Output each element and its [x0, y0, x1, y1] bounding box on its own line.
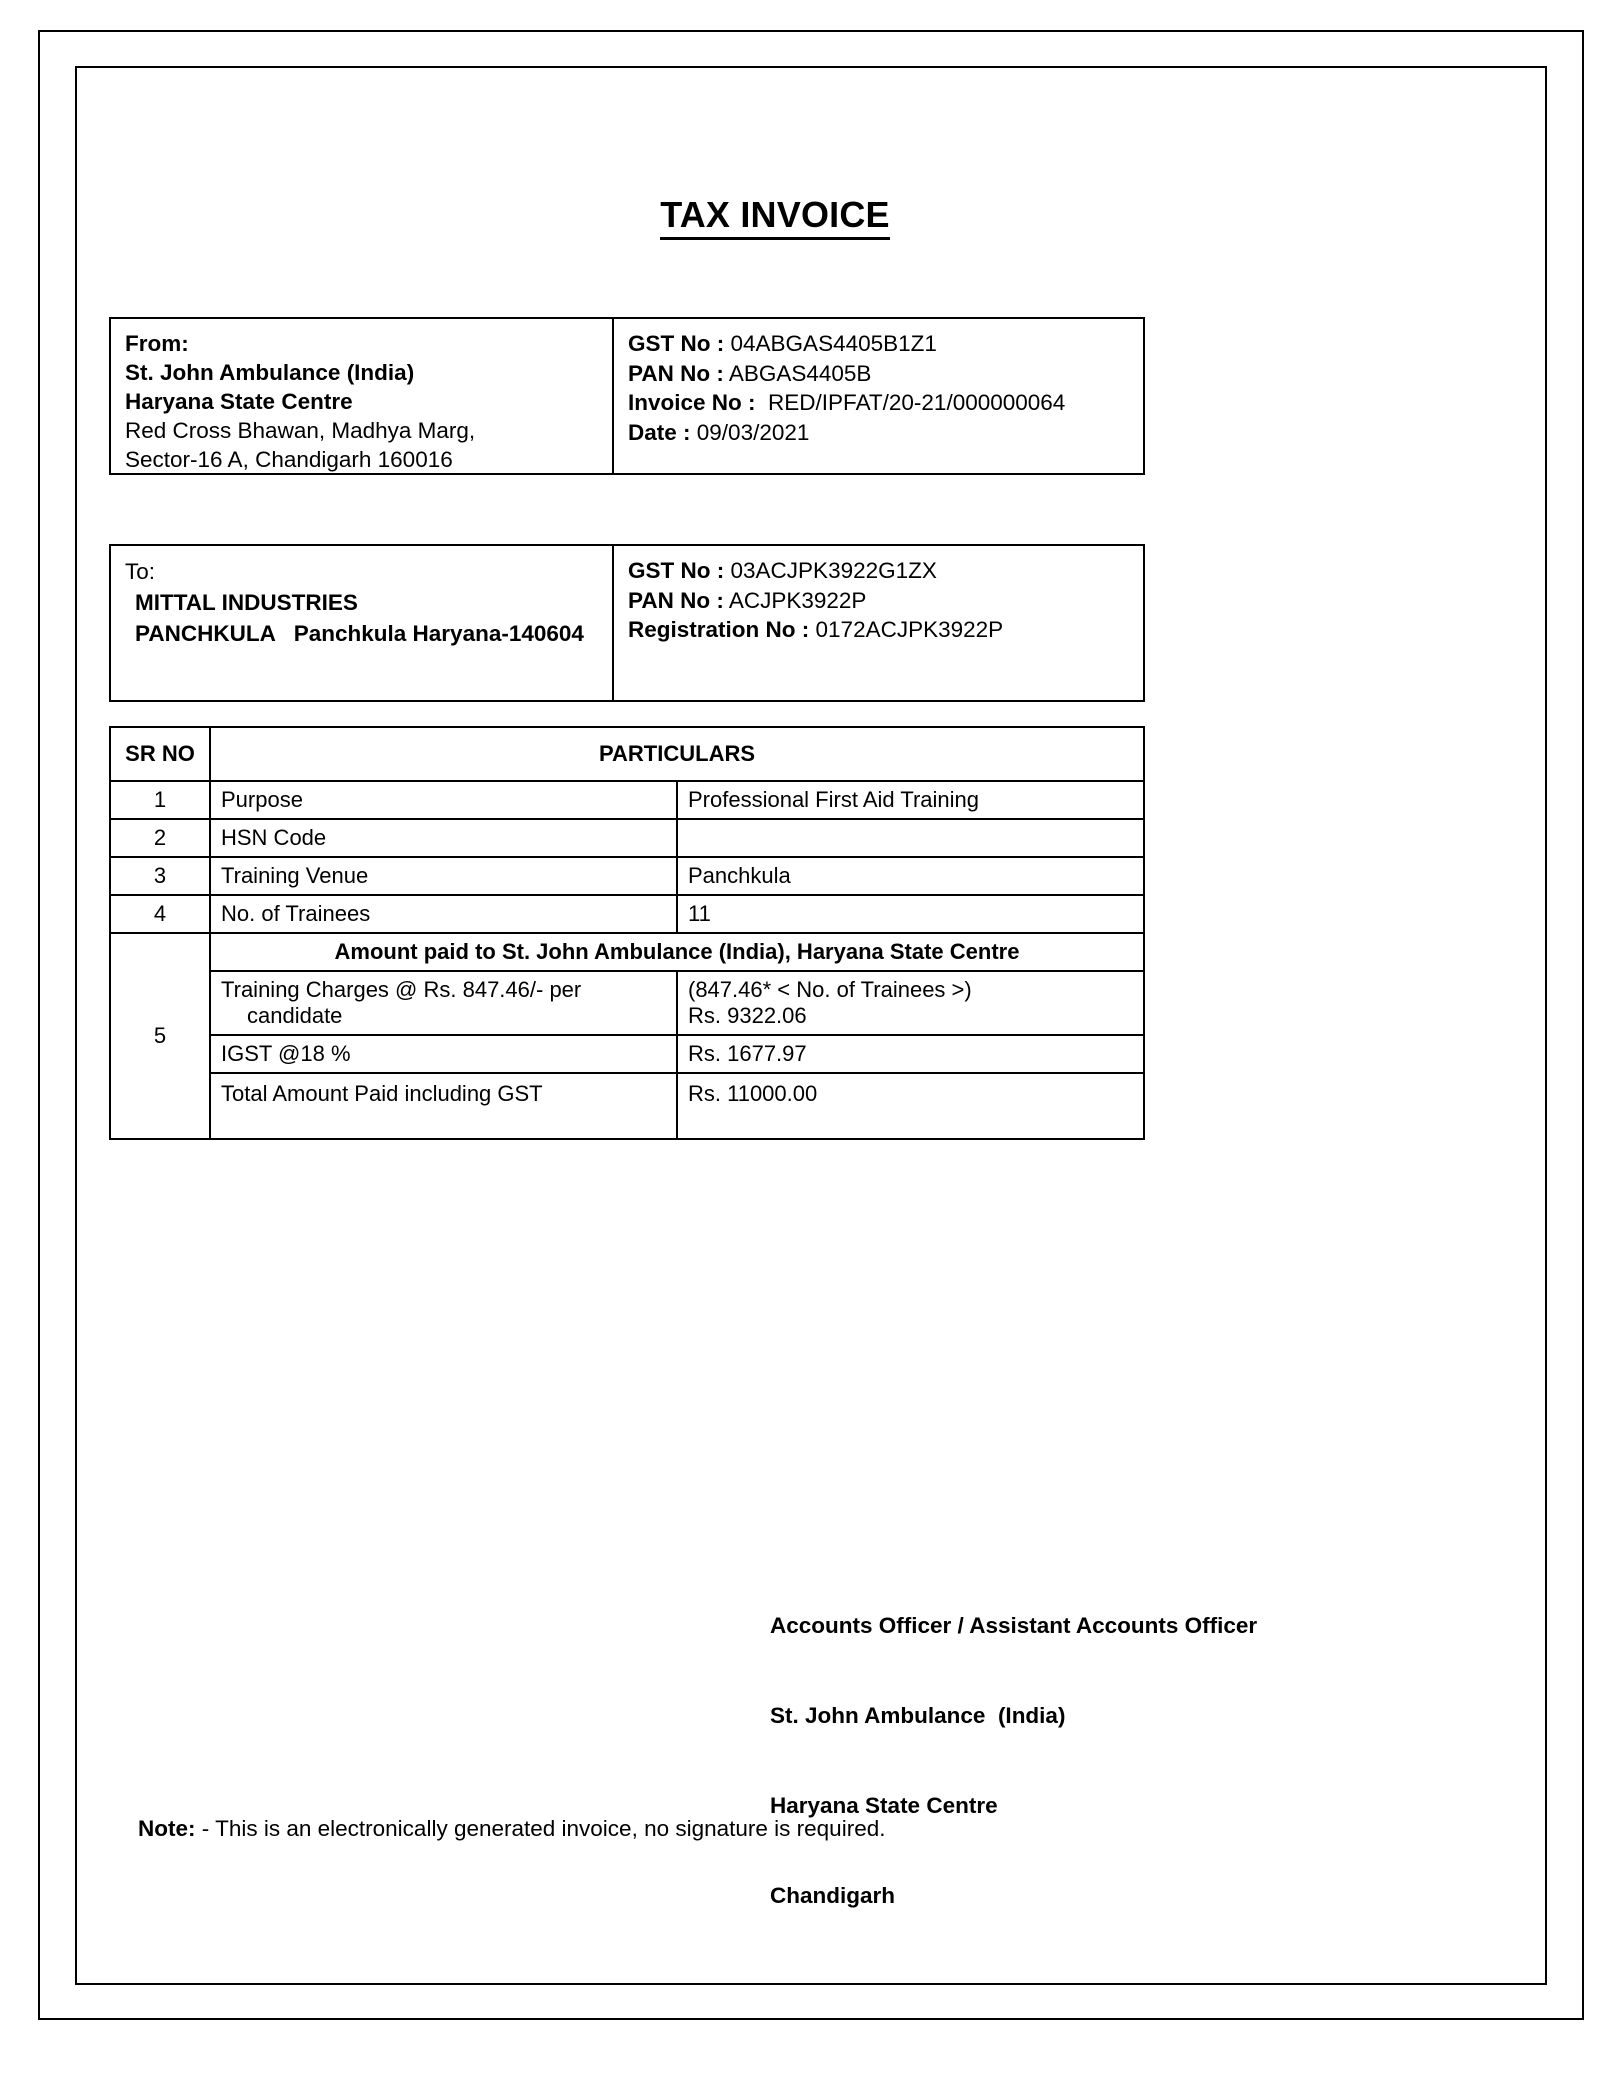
column-header-particulars: PARTICULARS [210, 727, 1144, 781]
from-address-left [111, 319, 614, 473]
row-sr-no: 4 [110, 895, 210, 933]
footer-note-label: Note: [138, 1816, 196, 1841]
to-label: To: [125, 559, 156, 584]
footer-note [113, 1790, 885, 1868]
table-row [110, 895, 1144, 933]
igst-row [110, 1035, 1144, 1073]
from-pan-row [628, 359, 1143, 389]
from-org-name: St. John Ambulance (India) [125, 360, 415, 385]
row-sr-no: 2 [110, 819, 210, 857]
row-value: Professional First Aid Training [677, 781, 1144, 819]
from-pan-value: ABGAS4405B [728, 360, 872, 386]
to-registration-value: 0172ACJPK3922P [815, 617, 1004, 642]
to-company-name: MITTAL INDUSTRIES [135, 590, 358, 615]
column-header-sr-no: SR NO [110, 727, 210, 781]
to-pan-value: ACJPK3922P [728, 587, 867, 613]
invoice-no-label: Invoice No : [628, 390, 762, 415]
to-gst-value: 03ACJPK3922G1ZX [730, 558, 937, 583]
page-title [75, 194, 1475, 236]
footer-note-text: - This is an electronically generated invoice, no signature is required. [195, 1816, 886, 1841]
row-sr-no: 1 [110, 781, 210, 819]
invoice-no-row [628, 388, 1143, 418]
row-value: Panchkula [677, 857, 1144, 895]
to-address-box [109, 544, 1145, 702]
from-address-box [109, 317, 1145, 475]
row-description: HSN Code [210, 819, 677, 857]
from-label: From: [125, 331, 189, 356]
total-amount-value: Rs. 11000.00 [677, 1073, 1144, 1139]
table-row [110, 857, 1144, 895]
row-description: Purpose [210, 781, 677, 819]
total-amount-description: Total Amount Paid including GST [210, 1073, 677, 1139]
amount-section-title-row [110, 933, 1144, 971]
invoice-no-value: RED/IPFAT/20-21/000000064 [768, 390, 1066, 415]
igst-amount: Rs. 1677.97 [677, 1035, 1144, 1073]
to-gst-row [628, 556, 1143, 586]
particulars-table [109, 726, 1145, 1140]
to-gst-label: GST No : [628, 558, 725, 583]
row-description: Training Venue [210, 857, 677, 895]
signatory-organisation: St. John Ambulance (India) [770, 1703, 1066, 1728]
row-sr-no: 3 [110, 857, 210, 895]
training-charges-description [210, 971, 677, 1035]
igst-description: IGST @18 % [210, 1035, 677, 1073]
signatory-city: Chandigarh [770, 1883, 896, 1908]
to-company-address: PANCHKULA Panchkula Haryana-140604 [135, 621, 584, 646]
table-row [110, 819, 1144, 857]
to-registration-row [628, 615, 1143, 645]
signature-block [770, 1551, 1257, 1971]
to-registration-label: Registration No : [628, 617, 810, 642]
to-pan-row [628, 586, 1143, 616]
training-charges-amount: Rs. 9322.06 [688, 1003, 807, 1028]
invoice-date-label: Date : [628, 419, 691, 445]
row-description: No. of Trainees [210, 895, 677, 933]
from-address-line-2: Sector-16 A, Chandigarh 160016 [125, 447, 453, 472]
from-address-line-1: Red Cross Bhawan, Madhya Marg, [125, 418, 476, 443]
invoice-content [75, 66, 1547, 1985]
from-gst-label: GST No : [628, 331, 725, 356]
to-details-right [614, 546, 1143, 700]
training-charges-row [110, 971, 1144, 1035]
table-header-row [110, 727, 1144, 781]
total-amount-row [110, 1073, 1144, 1139]
from-gst-value: 04ABGAS4405B1Z1 [730, 331, 937, 356]
invoice-date-row [628, 418, 1143, 448]
to-address-left [111, 546, 614, 700]
page-title-text: TAX INVOICE [660, 194, 890, 240]
from-details-right [614, 319, 1143, 473]
training-charges-description-line-2: candidate [247, 1003, 343, 1028]
invoice-date-value: 09/03/2021 [696, 419, 810, 445]
signatory-centre: Haryana State Centre [770, 1793, 998, 1818]
to-pan-label: PAN No : [628, 587, 724, 613]
training-charges-value [677, 971, 1144, 1035]
from-pan-label: PAN No : [628, 360, 724, 386]
from-centre: Haryana State Centre [125, 389, 353, 414]
training-charges-formula: (847.46* < No. of Trainees >) [688, 977, 972, 1002]
amount-paid-section-title: Amount paid to St. John Ambulance (India), Haryana State Centre [210, 933, 1144, 971]
table-row [110, 781, 1144, 819]
training-charges-description-line-1: Training Charges @ Rs. 847.46/- per [221, 977, 582, 1002]
signatory-designation: Accounts Officer / Assistant Accounts Officer [770, 1613, 1258, 1638]
section-5-sr-no: 5 [110, 933, 210, 1139]
row-value: 11 [677, 895, 1144, 933]
from-gst-row [628, 329, 1143, 359]
row-value [677, 819, 1144, 857]
